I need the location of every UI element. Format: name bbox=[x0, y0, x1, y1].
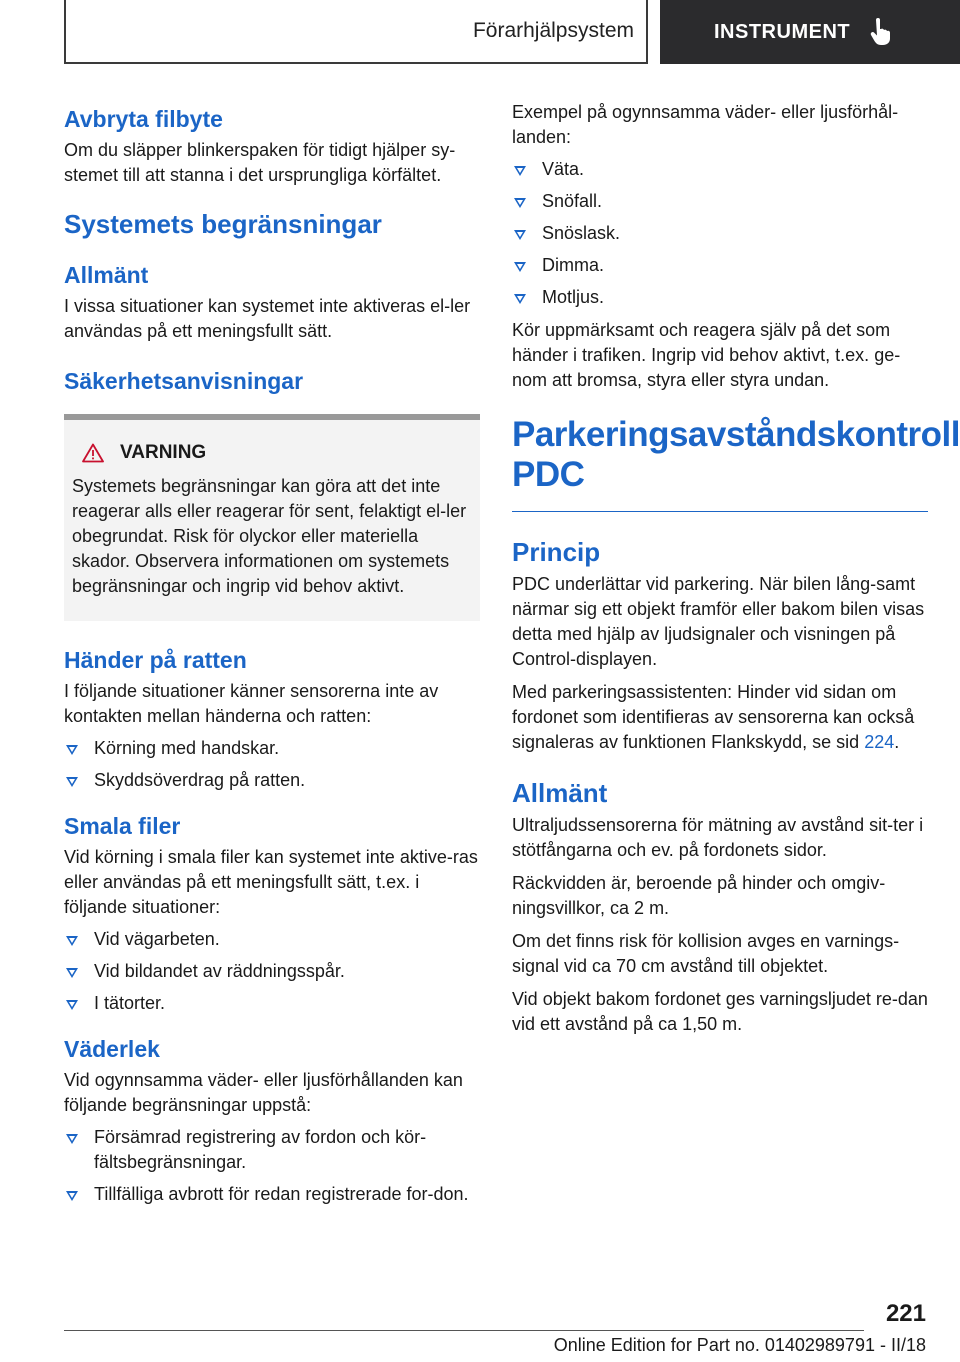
chapter-tab-label: INSTRUMENT bbox=[714, 20, 851, 43]
text-parkeringsassistenten: Med parkeringsassistenten: Hinder vid sidan om fordonet som identifieras av sensorerna kan också signaleras av funktionen Flankskydd, se sid 224. bbox=[512, 682, 915, 752]
text-princip: PDC underlättar vid parkering. När bilen lång-samt närmar sig ett objekt framför eller bakom bilen visas detta med hjälp av ljudsignaler och visningen på Control-displayen. bbox=[512, 574, 925, 669]
warning-title-label: VARNING bbox=[120, 442, 207, 463]
text-avbryta-filbyte: Om du släpper blinkerspaken för tidigt hjälper sy-stemet till att stanna i det ursprungliga körfältet. bbox=[64, 140, 456, 185]
text-hander-pa-ratten: I följande situationer känner sensorerna inte av kontakten mellan händerna och ratten: bbox=[64, 681, 439, 726]
heading-avbryta-filbyte: Avbryta filbyte bbox=[64, 106, 223, 132]
page-header bbox=[0, 0, 960, 66]
heading-divider bbox=[512, 511, 928, 512]
list-item: Dimma. bbox=[512, 253, 928, 278]
section-tab-label: Förarhjälpsystem bbox=[472, 19, 634, 42]
footer-divider bbox=[64, 1330, 864, 1331]
heading-allmant: Allmänt bbox=[64, 262, 149, 288]
heading-hander-pa-ratten: Händer på ratten bbox=[64, 647, 247, 673]
triangle-bullet-icon bbox=[514, 262, 526, 272]
chapter-tab[interactable] bbox=[660, 0, 960, 64]
list-item: Snöfall. bbox=[512, 189, 928, 214]
triangle-bullet-icon bbox=[66, 1191, 78, 1201]
triangle-bullet-icon bbox=[514, 198, 526, 208]
heading-systemets-begransningar: Systemets begränsningar bbox=[64, 209, 382, 239]
text-vaderlek: Vid ogynnsamma väder- eller ljusförhållanden kan följande begränsningar uppstå: bbox=[64, 1070, 463, 1115]
triangle-bullet-icon bbox=[66, 1134, 78, 1144]
text-kor-uppmarksamt: Kör uppmärksamt och reagera själv på det som händer i trafiken. Ingrip vid behov aktivt, t.ex. ge-nom att bromsa, styra eller styra undan. bbox=[512, 320, 901, 390]
list-item: I tätorter. bbox=[64, 991, 480, 1016]
heading-vaderlek: Väderlek bbox=[64, 1036, 160, 1062]
text-rackvidd: Räckvidden är, beroende på hinder och omgiv-ningsvillkor, ca 2 m. bbox=[512, 873, 886, 918]
list-item: Vid vägarbeten. bbox=[64, 927, 480, 952]
warning-triangle-icon bbox=[82, 443, 104, 463]
section-tab[interactable] bbox=[64, 0, 648, 64]
list-smala bbox=[64, 927, 480, 1016]
warning-box bbox=[64, 414, 480, 621]
triangle-bullet-icon bbox=[514, 166, 526, 176]
heading-sakerhetsanvisningar: Säkerhetsanvisningar bbox=[64, 368, 304, 394]
list-item: Tillfälliga avbrott för redan registrerade for-don. bbox=[64, 1182, 480, 1207]
page-number: 221 bbox=[885, 1300, 926, 1327]
text-exempel: Exempel på ogynnsamma väder- eller ljusförhål-landen: bbox=[512, 102, 899, 147]
triangle-bullet-icon bbox=[66, 1000, 78, 1010]
list-item: Snöslask. bbox=[512, 221, 928, 246]
list-item: Skyddsöverdrag på ratten. bbox=[64, 768, 480, 793]
list-item: Körning med handskar. bbox=[64, 736, 480, 761]
list-exempel bbox=[512, 157, 928, 310]
list-item: Försämrad registrering av fordon och kör-fältsbegränsningar. bbox=[64, 1125, 480, 1175]
triangle-bullet-icon bbox=[514, 294, 526, 304]
footer-edition: Online Edition for Part no. 01402989791 - II/18 bbox=[553, 1335, 926, 1355]
heading-allmant-pdc: Allmänt bbox=[512, 778, 608, 808]
text-kollisionsrisk: Om det finns risk för kollision avges en varnings-signal vid ca 70 cm avstånd till objektet. bbox=[512, 931, 900, 976]
list-item: Motljus. bbox=[512, 285, 928, 310]
heading-parkeringsavstandskontroll: Parkeringsavståndskontroll PDC bbox=[512, 415, 960, 494]
list-hander bbox=[64, 736, 480, 793]
left-column bbox=[64, 100, 480, 1207]
list-item: Vid bildandet av räddningsspår. bbox=[64, 959, 480, 984]
triangle-bullet-icon bbox=[66, 777, 78, 787]
page-reference-link[interactable]: 224 bbox=[864, 732, 895, 752]
warning-text: Systemets begränsningar kan göra att det inte reagerar alls eller reagerar för sent, felaktigt el-ler obegrundat. Risk för olyckor eller materiella skador. Observera informationen om systemets begränsningar och ingrip vid behov aktivt. bbox=[72, 476, 467, 596]
list-vaderlek bbox=[64, 1125, 480, 1207]
text-objekt-bakom: Vid objekt bakom fordonet ges varningsljudet re-dan vid ett avstånd på ca 1,50 m. bbox=[512, 989, 928, 1034]
triangle-bullet-icon bbox=[66, 968, 78, 978]
triangle-bullet-icon bbox=[514, 230, 526, 240]
text-ultraljud: Ultraljudssensorerna för mätning av avstånd sit-ter i stötfångarna och ev. på fordonets sidor. bbox=[512, 815, 924, 860]
heading-princip: Princip bbox=[512, 537, 601, 567]
heading-smala-filer: Smala filer bbox=[64, 813, 181, 839]
warning-title bbox=[72, 442, 472, 464]
triangle-bullet-icon bbox=[66, 936, 78, 946]
right-column bbox=[512, 100, 960, 1037]
list-item: Väta. bbox=[512, 157, 928, 182]
text-allmant: I vissa situationer kan systemet inte aktiveras el-ler användas på ett meningsfullt sätt. bbox=[64, 296, 471, 341]
triangle-bullet-icon bbox=[66, 745, 78, 755]
pointing-hand-icon bbox=[868, 18, 892, 46]
text-smala-filer: Vid körning i smala filer kan systemet inte aktive-ras eller användas på ett meningsfullt sätt, t.ex. i följande situationer: bbox=[64, 847, 478, 917]
